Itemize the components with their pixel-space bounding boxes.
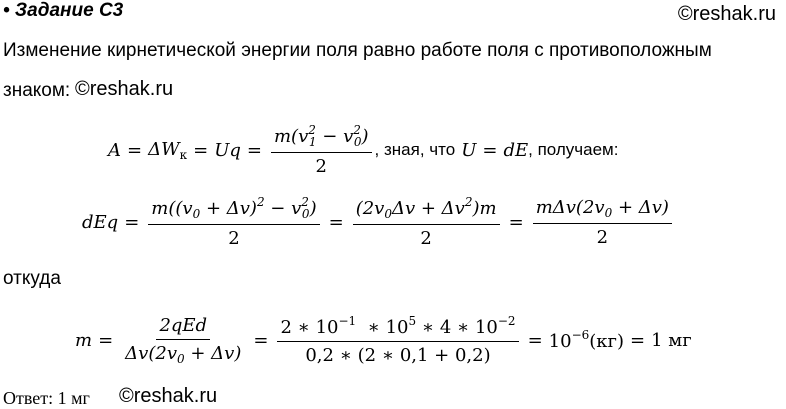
eq3-equals-3: = [527, 329, 543, 351]
eq2-frac3-denominator: 2 [596, 226, 609, 248]
equation-3 [75, 310, 692, 370]
eq1-fraction [271, 123, 372, 177]
eq2-frac1-close: ) [309, 198, 317, 219]
eq2-frac1-sub0-b: 0 [301, 207, 310, 221]
eq3-frac2-num-b: ∗ 10 [356, 317, 409, 338]
eq1-num-sub-1: 1 [308, 135, 317, 149]
eq2-frac2-num-b: Δv + Δv [391, 198, 465, 219]
eq3-result-exp: −6 [571, 328, 590, 342]
eq2-frac1-num-b: + Δv) [200, 198, 257, 219]
equation-1 [108, 120, 618, 180]
eq3-fraction-1 [122, 315, 244, 366]
eq1-U2: U [461, 139, 477, 161]
eq1-fraction-denominator: 2 [315, 156, 327, 177]
eq2-equals-1: = [124, 211, 140, 233]
eq1-delta-w-text: ΔW [148, 138, 180, 160]
eq2-lhs: dEq [82, 211, 119, 233]
intro-line-1: Изменение кирнетической энергии поля равно работе поля с противоположным [3, 40, 712, 61]
eq2-frac1-sup2-b: 2 [301, 195, 309, 209]
eq3-equals-2: = [253, 329, 269, 351]
eq3-frac2-exp3: −2 [497, 314, 516, 328]
eq2-fraction-3 [533, 197, 672, 248]
eq1-num-minus: − [316, 126, 344, 147]
eq2-frac1-sup2: 2 [256, 195, 265, 209]
eq1-dE: dE [503, 139, 529, 161]
eq2-frac2-num-c: )m [472, 198, 497, 219]
eq1-num-close: ) [361, 126, 369, 147]
task-title: • Задание С3 [3, 0, 124, 21]
eq1-equals-3: = [246, 139, 262, 161]
eq1-num-v0: v [343, 126, 354, 147]
eq3-result [549, 328, 624, 352]
answer-text: Ответ: 1 мг [3, 388, 90, 408]
eq3-frac1-den-sub: 0 [176, 351, 185, 366]
eq1-equals-1: = [127, 139, 143, 161]
eq1-num-m: m( [273, 126, 299, 147]
eq3-fraction-2 [277, 314, 518, 366]
eq3-result-base: 10 [548, 331, 572, 352]
eq3-frac1-den-b: + Δv) [184, 342, 242, 364]
equation-2 [82, 192, 675, 252]
eq2-fraction-2 [353, 195, 500, 249]
eq2-frac1-numerator [148, 195, 319, 225]
eq1-num-sub-0: 0 [353, 135, 362, 149]
eq2-frac1-num-c: − v [264, 198, 302, 219]
eq2-equals-3: = [508, 211, 524, 233]
eq1-U: U [214, 139, 230, 161]
watermark-intro: ©reshak.ru [75, 78, 174, 100]
eq3-frac2-num-a: 2 ∗ 10 [280, 317, 339, 338]
eq2-frac2-numerator [353, 195, 500, 225]
eq1-equals-2: = [193, 139, 209, 161]
eq3-frac1-numerator: 2qEd [156, 315, 210, 340]
eq2-frac2-num-a: (2v [355, 198, 385, 219]
eq1-text-get: , получаем: [528, 140, 619, 159]
eq2-frac1-sub0: 0 [192, 207, 201, 221]
eq3-frac2-numerator [277, 314, 518, 342]
eq2-frac2-sup2: 2 [464, 195, 473, 209]
eq3-frac2-num-c: ∗ 4 ∗ 10 [416, 317, 498, 338]
eq1-text-knowing: , зная, что [374, 140, 456, 159]
eq3-frac2-denominator: 0,2 ∗ (2 ∗ 0,1 + 0,2) [305, 345, 491, 366]
eq2-equals-2: = [328, 211, 344, 233]
eq2-frac2-denominator: 2 [420, 228, 432, 249]
eq3-frac1-denominator [122, 340, 244, 366]
eq1-num-v1: v [298, 126, 309, 147]
eq2-frac3-num-b: + Δv) [612, 196, 669, 218]
eq2-frac2-sub0: 0 [384, 207, 392, 221]
eq1-q: q [229, 139, 241, 161]
eq3-final: 1 мг [651, 329, 692, 351]
eq2-frac3-num-a: mΔv(2v [535, 196, 605, 218]
watermark-answer: ©reshak.ru [119, 385, 218, 407]
eq1-fraction-numerator [271, 123, 372, 153]
eq3-lhs: m [75, 329, 93, 351]
eq1-A: A [108, 139, 121, 161]
eq2-fraction-1 [148, 195, 319, 249]
eq3-equals-4: = [630, 329, 646, 351]
eq3-result-unit: (кг) [589, 331, 624, 352]
eq3-frac2-exp2: 5 [408, 314, 417, 328]
eq1-sub-k: к [179, 147, 188, 162]
eq3-frac1-den-a: Δv(2v [125, 342, 177, 364]
eq1-num-sup-0: 2 [353, 123, 361, 137]
eq2-frac3-numerator [533, 197, 672, 224]
text-otkuda: откуда [3, 268, 61, 289]
intro-line-2: знаком: [3, 80, 71, 101]
eq3-equals-1: = [98, 329, 114, 351]
eq2-frac3-sub0: 0 [604, 205, 613, 220]
eq2-frac1-num-a: m((v [151, 198, 193, 219]
eq1-equals-4: = [482, 139, 498, 161]
eq1-num-sup-1: 2 [308, 123, 316, 137]
eq2-frac1-denominator: 2 [228, 228, 240, 249]
watermark-top: ©reshak.ru [677, 3, 776, 25]
eq3-frac2-exp1: −1 [338, 314, 357, 328]
eq1-delta-w [148, 139, 187, 162]
